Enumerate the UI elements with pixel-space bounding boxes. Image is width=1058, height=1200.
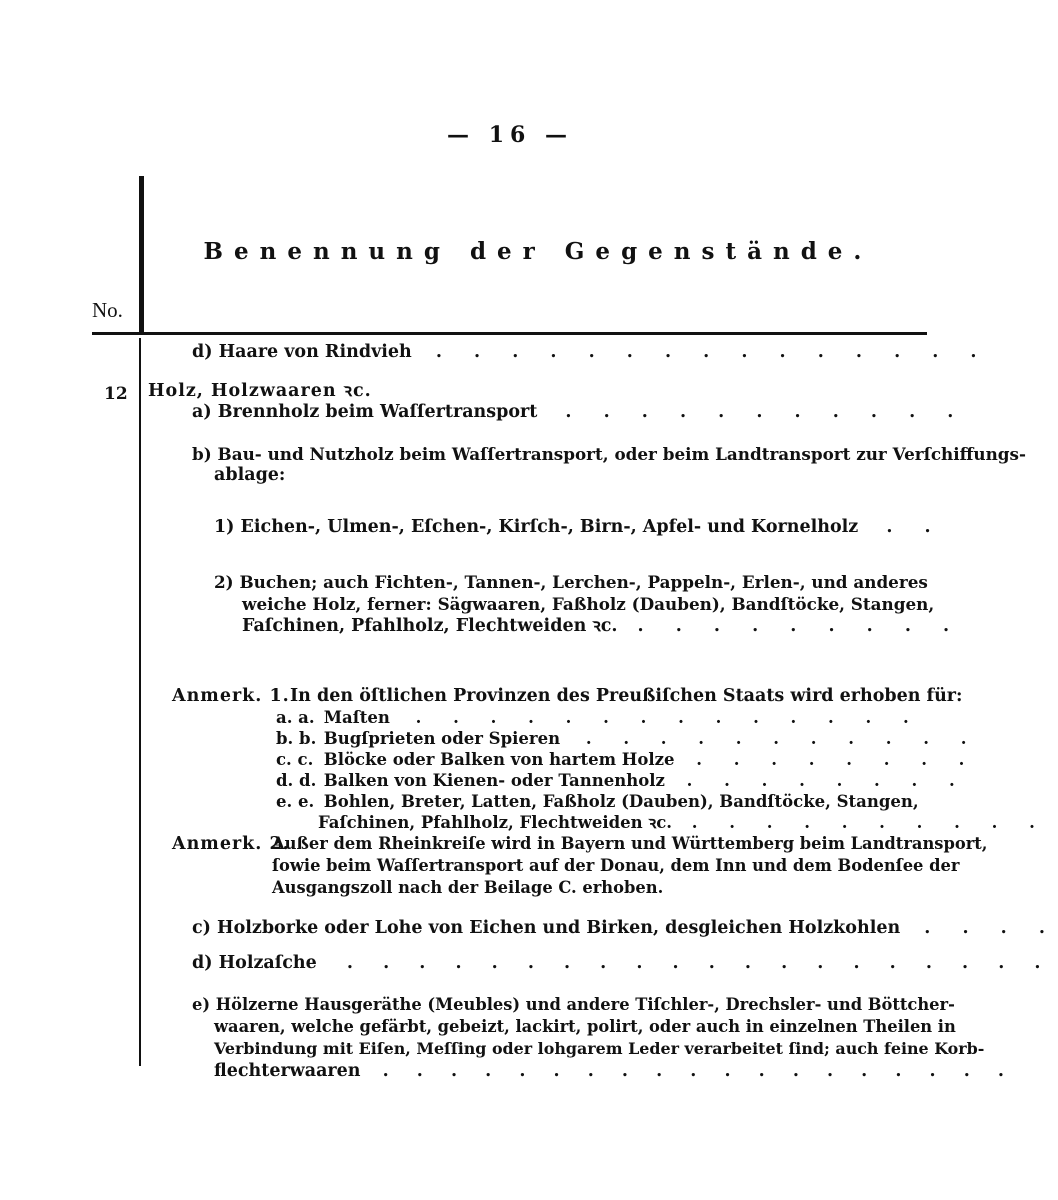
row-number-12: 12 — [104, 384, 128, 404]
anmerk-1-item-a — [276, 710, 922, 727]
entry-12-d — [192, 955, 1053, 973]
entry-text: d) Haare von Rindvieh — [192, 342, 412, 362]
anmerk-1-item-c — [276, 752, 977, 769]
item-label: e. e. — [276, 792, 315, 811]
anmerk-1-label: Anmerk. 1. — [172, 686, 290, 706]
leader-dots: . . . . — [924, 918, 1058, 938]
item-text: Faſchinen, Pfahlholz, Flechtweiden ꝛc. — [318, 813, 672, 832]
entry-12-e-line1: e) Hölzerne Hausgeräthe (Meubles) und andere Tiſchler-, Drechsler- und Böttcher- — [192, 995, 955, 1014]
entry-d-haare — [192, 344, 990, 362]
header-bottom-rule — [92, 332, 927, 335]
entry-12-b-line2: ablage: — [214, 465, 286, 485]
leader-dots: . . . . . . . . . . — [691, 813, 1048, 832]
leader-dots: . . . . . . . . . . . . . . . . . . . — [382, 1061, 1016, 1081]
column-rule — [139, 338, 141, 1066]
leader-dots: . . . . . . . . . . . . . . . . . . . . — [346, 953, 1053, 973]
item-text: Maſten — [323, 708, 390, 727]
item-text: Balken von Kienen- oder Tannenholz — [323, 771, 665, 790]
entry-12-b2-line3 — [242, 618, 962, 636]
entry-text: 1) Eichen-, Ulmen-, Eſchen-, Kirſch-, Birn-, Apfel- und Kornelholz — [214, 517, 859, 537]
entry-text: flechterwaaren — [214, 1061, 361, 1081]
anmerk-1-item-b — [276, 731, 979, 748]
leader-dots: . . . . . . . . — [696, 750, 978, 769]
item-text: Bohlen, Breter, Latten, Faßholz (Dauben), Bandſtöcke, Stangen, — [323, 792, 919, 811]
item-label: a. a. — [276, 708, 315, 727]
leader-dots: . . . . . . . . . . . — [565, 402, 967, 422]
entry-12-e-line3: Verbindung mit Eiſen, Meſſing oder lohgarem Leder verarbeitet ſind; auch feine Korb- — [214, 1039, 985, 1058]
leader-dots: . . . . . . . . — [686, 771, 968, 790]
entry-12-e-line4 — [214, 1063, 1015, 1081]
entry-12-b1 — [214, 519, 944, 537]
entry-12-title: Holz, Holzwaaren ꝛc. — [148, 381, 372, 401]
entry-text: Faſchinen, Pfahlholz, Flechtweiden ꝛc. — [242, 616, 618, 636]
anmerk-1-text: In den öſtlichen Provinzen des Preußiſchen Staats wird erhoben für: — [290, 686, 963, 706]
leader-dots: . . . . . . . . . — [637, 616, 963, 636]
anmerk-2-line3: Ausgangszoll nach der Beilage C. erhoben. — [272, 878, 664, 897]
anmerk-1-item-e-cont — [318, 815, 1048, 832]
entry-12-b2-line1: 2) Buchen; auch Fichten-, Tannen-, Lerchen-, Pappeln-, Erlen-, und anderes — [214, 572, 928, 592]
entry-12-b-line1: b) Bau- und Nutzholz beim Waſſertransport, oder beim Landtransport zur Verſchiffungs- — [192, 444, 1026, 464]
item-label: b. b. — [276, 729, 317, 748]
anmerk-2-line1: Außer dem Rheinkreiſe wird in Bayern und Württemberg beim Landtransport, — [272, 834, 988, 853]
column-header-no: No. — [92, 298, 123, 322]
entry-12-a — [192, 404, 966, 422]
item-label: c. c. — [276, 750, 314, 769]
page-number: — 16 — — [447, 122, 573, 148]
anmerk-1-item-d — [276, 773, 968, 790]
leader-dots: . . . . . . . . . . . . . . . — [435, 342, 990, 362]
leader-dots: . . . . . . . . . . . . . . — [415, 708, 922, 727]
leader-dots: . . . . . . . . . . . — [585, 729, 980, 748]
entry-text: d) Holzaſche — [192, 953, 317, 973]
anmerk-2-label: Anmerk. 2. — [172, 834, 290, 854]
entry-12-b2-line2: weiche Holz, ferner: Sägwaaren, Faßholz (Dauben), Bandſtöcke, Stangen, — [242, 594, 935, 614]
entry-text: c) Holzborke oder Lohe von Eichen und Birken, desgleichen Holzkohlen — [192, 918, 901, 938]
anmerk-1-item-e — [276, 794, 919, 811]
entry-text: a) Brennholz beim Waſſertransport — [192, 402, 538, 422]
entry-12-e-line2: waaren, welche gefärbt, gebeizt, lackirt, polirt, oder auch in einzelnen Theilen in — [214, 1017, 956, 1036]
leader-dots: . . — [886, 517, 944, 537]
item-text: Blöcke oder Balken von hartem Holze — [323, 750, 675, 769]
item-label: d. d. — [276, 771, 317, 790]
anmerk-2-line2: ſowie beim Waſſertransport auf der Donau, dem Inn und dem Bodenſee der — [272, 856, 960, 875]
item-text: Bugſprieten oder Spieren — [323, 729, 561, 748]
column-header-title: Benennung der Gegenstände. — [203, 238, 873, 265]
entry-12-c — [192, 920, 1058, 938]
header-left-rule — [139, 176, 144, 332]
